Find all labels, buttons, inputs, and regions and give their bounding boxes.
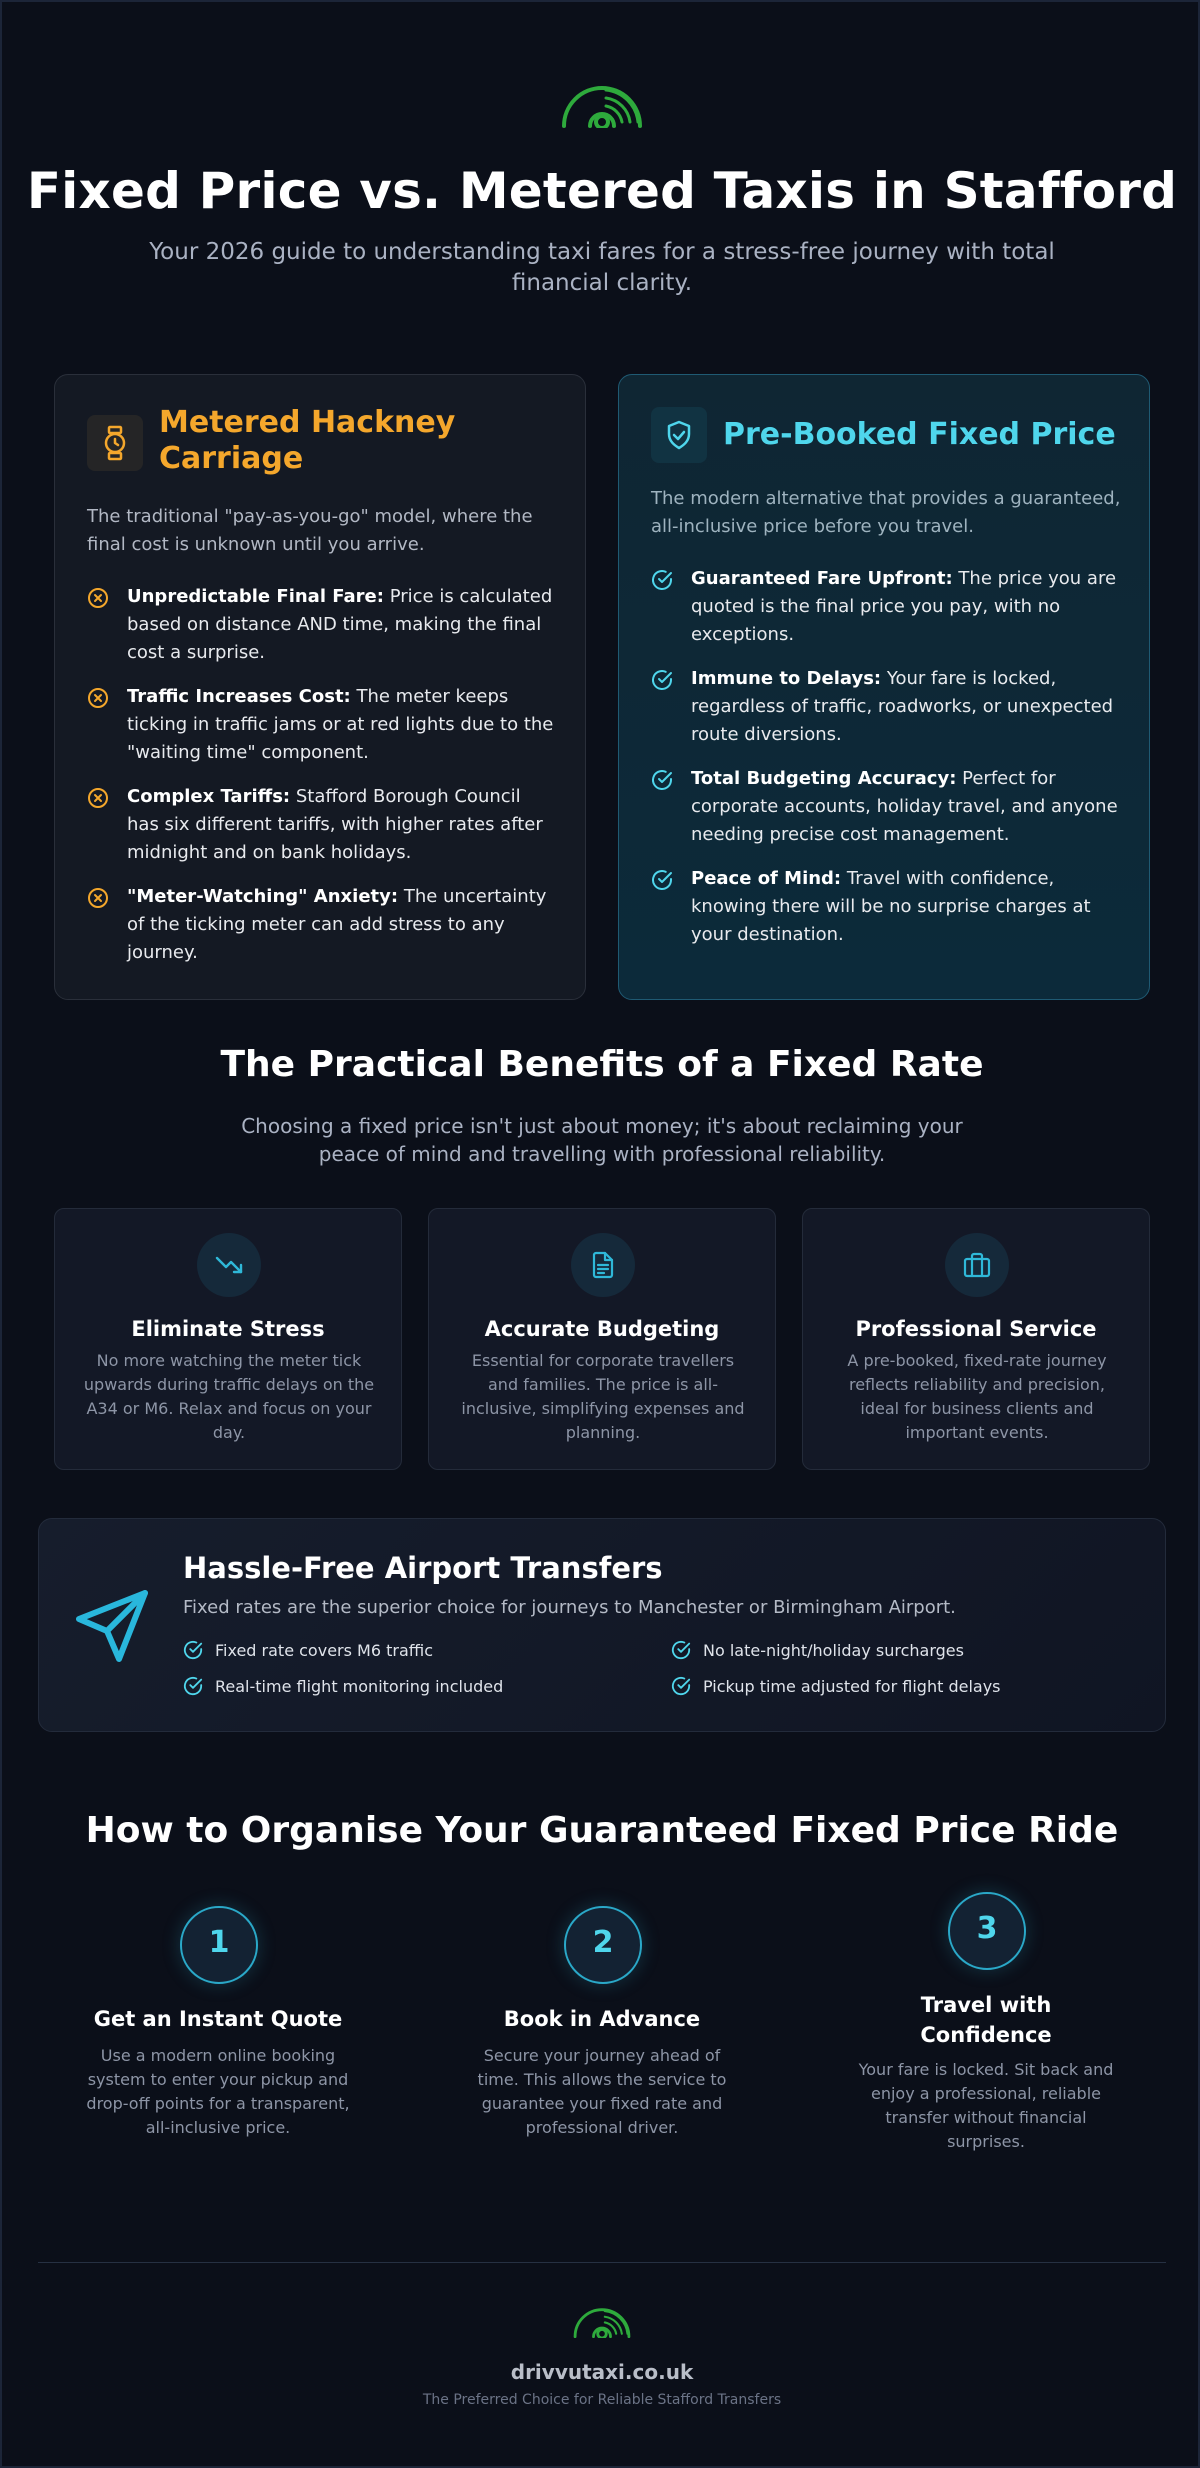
benefit-text: No more watching the meter tick upwards during traffic delays on the A34 or M6. Relax and focus on your day. [83, 1351, 375, 1442]
footer-tagline: The Preferred Choice for Reliable Stafford Transfers [422, 2392, 782, 2408]
step-text: Use a modern online booking system to enter your pickup and drop-off points for a transparent, all-inclusive price. [86, 2046, 350, 2137]
x-circle-icon [87, 787, 109, 809]
metered-bullet [87, 883, 557, 967]
signal-tower-icon [572, 2304, 632, 2338]
check-circle-icon [651, 769, 673, 791]
bullet-head: Complex Tariffs: [127, 786, 291, 807]
trending-down-icon [197, 1233, 261, 1297]
benefit-card [428, 1208, 776, 1470]
briefcase-icon [945, 1233, 1009, 1297]
fixed-bullet [651, 565, 1121, 649]
signal-tower-icon [560, 80, 644, 128]
page-subtitle: Your 2026 guide to understanding taxi fares for a stress-free journey with total financial clarity. [149, 239, 1055, 296]
benefit-card [54, 1208, 402, 1470]
benefit-title: Accurate Budgeting [484, 1317, 720, 1341]
paper-plane-icon [73, 1585, 153, 1665]
bullet-head: Total Budgeting Accuracy: [691, 768, 957, 789]
check-circle-icon [651, 869, 673, 891]
metered-title: Metered Hackney Carriage [159, 405, 456, 476]
check-circle-icon [671, 1640, 691, 1660]
step-title: Travel with Confidence [920, 1993, 1052, 2047]
metered-intro: The traditional "pay-as-you-go" model, where the final cost is unknown until you arrive. [87, 506, 533, 555]
step-number-badge [948, 1892, 1026, 1970]
shield-check-icon [651, 407, 707, 463]
benefit-text: A pre-booked, fixed-rate journey reflects reliability and precision, ideal for business clients and important events. [847, 1351, 1107, 1442]
metered-bullet [87, 683, 557, 767]
benefits-title: The Practical Benefits of a Fixed Rate [220, 1044, 984, 1085]
x-circle-icon [87, 687, 109, 709]
taxi-meter-icon [87, 415, 143, 471]
benefits-subtitle: Choosing a fixed price isn't just about money; it's about reclaiming your peace of mind and travelling with professional reliability. [241, 1114, 963, 1166]
x-circle-icon [87, 587, 109, 609]
footer-divider [38, 2262, 1166, 2263]
check-circle-icon [183, 1676, 203, 1696]
airport-feature [183, 1677, 503, 1696]
airport-feature-label: Real-time flight monitoring included [215, 1677, 504, 1696]
step-title: Get an Instant Quote [93, 2007, 343, 2031]
fixed-bullet [651, 665, 1121, 749]
footer-domain-link[interactable]: drivvutaxi.co.uk [510, 2360, 694, 2384]
bullet-head: Traffic Increases Cost: [127, 686, 351, 707]
steps-title: How to Organise Your Guaranteed Fixed Price Ride [85, 1810, 1119, 1851]
bullet-text: Your fare is locked, regardless of traffic, roadworks, or unexpected route diversions. [691, 668, 1114, 745]
airport-feature [183, 1641, 433, 1660]
step-number: 1 [208, 1925, 230, 1960]
metered-card [54, 374, 586, 1000]
airport-feature [671, 1677, 1001, 1696]
check-circle-icon [671, 1676, 691, 1696]
check-circle-icon [651, 669, 673, 691]
bullet-head: "Meter-Watching" Anxiety: [127, 886, 399, 907]
bullet-text: The uncertainty of the ticking meter can add stress to any journey. [127, 886, 547, 963]
fixed-bullet [651, 765, 1121, 849]
benefit-card [802, 1208, 1150, 1470]
airport-transfers-panel [38, 1518, 1166, 1732]
x-circle-icon [87, 887, 109, 909]
document-icon [571, 1233, 635, 1297]
airport-feature-label: Pickup time adjusted for flight delays [703, 1677, 1001, 1696]
step-number: 3 [976, 1911, 998, 1946]
benefit-title: Professional Service [855, 1317, 1097, 1341]
airport-title: Hassle-Free Airport Transfers [183, 1551, 663, 1585]
step-number: 2 [592, 1925, 614, 1960]
benefit-text: Essential for corporate travellers and families. The price is all-inclusive, simplifying expenses and planning. [461, 1351, 745, 1442]
bullet-text: Perfect for corporate accounts, holiday travel, and anyone needing precise cost management. [691, 768, 1118, 845]
step-title: Book in Advance [503, 2007, 701, 2031]
bullet-text: Travel with confidence, knowing there will be no surprise charges at your destination. [691, 868, 1091, 945]
fixed-intro: The modern alternative that provides a guaranteed, all-inclusive price before you travel. [651, 488, 1121, 537]
airport-feature-label: No late-night/holiday surcharges [703, 1641, 964, 1660]
bullet-text: The meter keeps ticking in traffic jams or at red lights due to the "waiting time" component. [127, 686, 554, 763]
fixed-bullet [651, 865, 1121, 949]
bullet-text: Price is calculated based on distance AND time, making the final cost a surprise. [127, 586, 553, 663]
page-title: Fixed Price vs. Metered Taxis in Stafford [26, 162, 1178, 220]
check-circle-icon [183, 1640, 203, 1660]
step-number-badge [180, 1906, 258, 1984]
step-number-badge [564, 1906, 642, 1984]
metered-bullet [87, 783, 557, 867]
bullet-head: Unpredictable Final Fare: [127, 586, 384, 607]
fixed-price-card [618, 374, 1150, 1000]
step-text: Secure your journey ahead of time. This allows the service to guarantee your fixed rate and professional driver. [477, 2046, 727, 2137]
fixed-title: Pre-Booked Fixed Price [723, 417, 1116, 452]
airport-subtitle: Fixed rates are the superior choice for journeys to Manchester or Birmingham Airport. [183, 1597, 956, 1618]
bullet-head: Guaranteed Fare Upfront: [691, 568, 953, 589]
step-text: Your fare is locked. Sit back and enjoy a professional, reliable transfer without financial surprises. [858, 2060, 1114, 2151]
bullet-head: Immune to Delays: [691, 668, 882, 689]
bullet-head: Peace of Mind: [691, 868, 842, 889]
metered-bullet [87, 583, 557, 667]
benefit-title: Eliminate Stress [131, 1317, 325, 1341]
bullet-text: The price you are quoted is the final price you pay, with no exceptions. [691, 568, 1117, 645]
check-circle-icon [651, 569, 673, 591]
airport-feature-label: Fixed rate covers M6 traffic [215, 1641, 434, 1660]
bullet-text: Stafford Borough Council has six different tariffs, with higher rates after midnight and on bank holidays. [127, 786, 543, 863]
airport-feature [671, 1641, 964, 1660]
